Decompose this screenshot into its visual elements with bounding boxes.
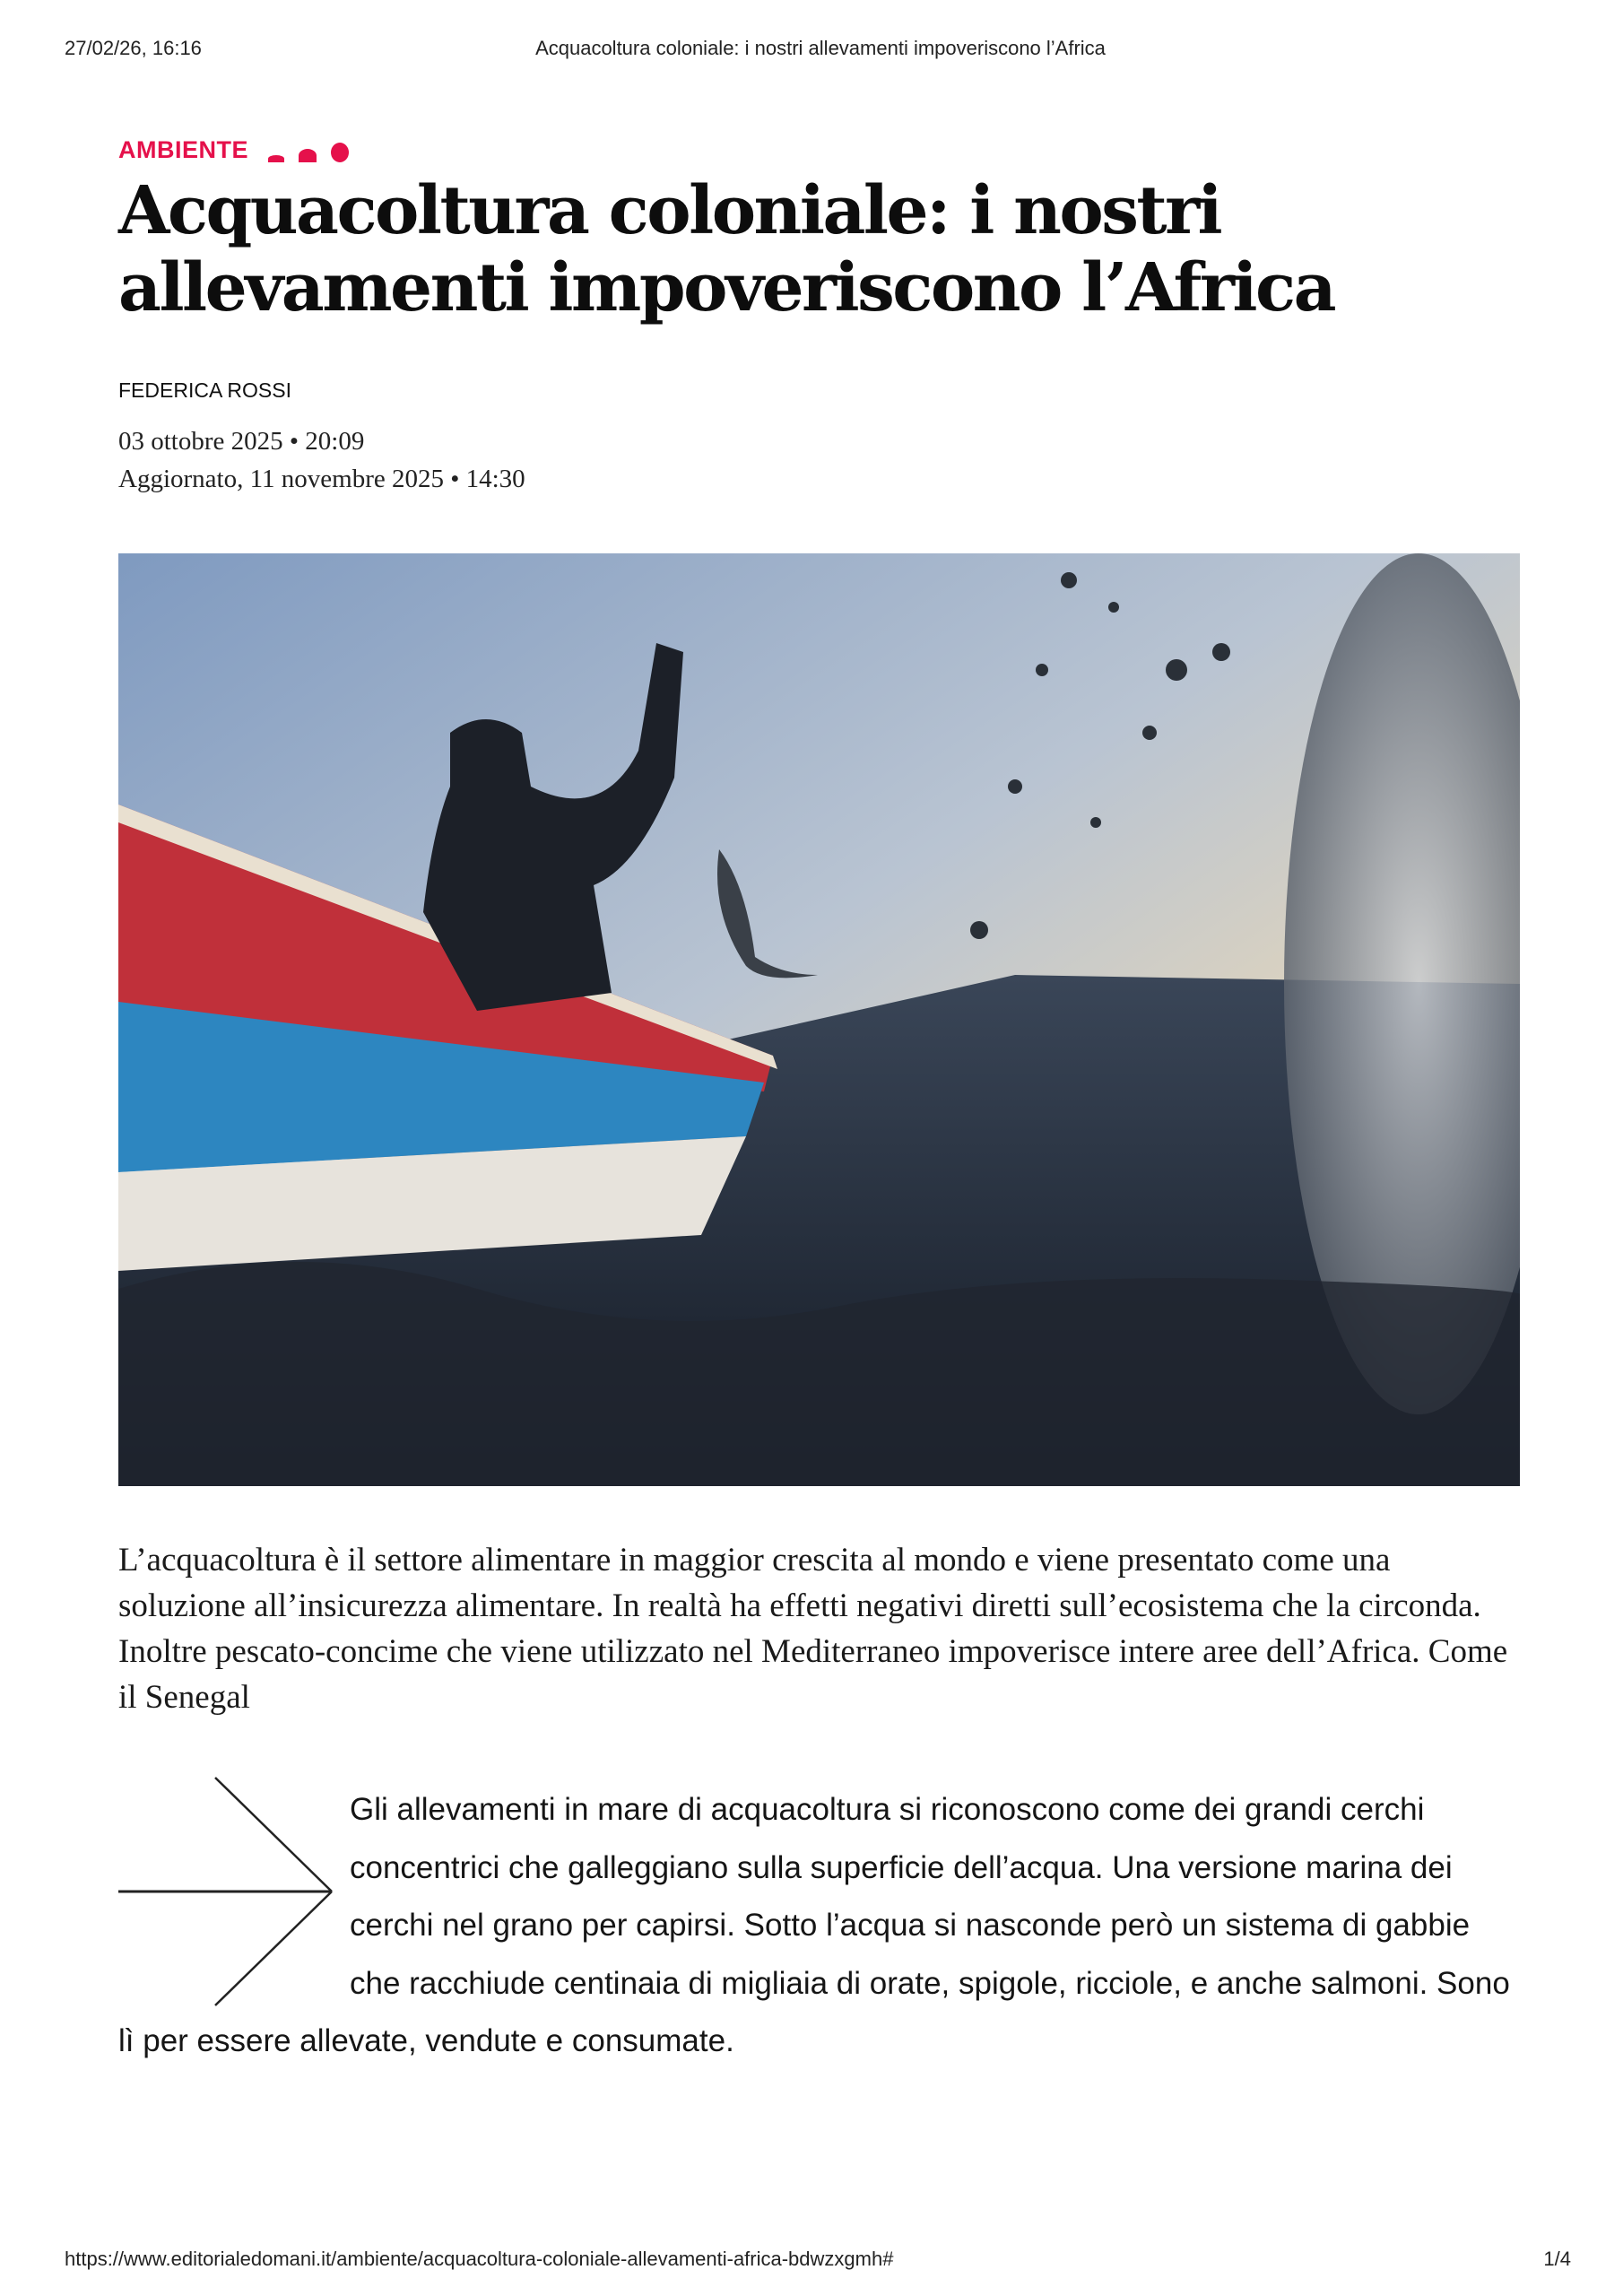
hero-image	[118, 553, 1520, 1486]
print-page-title: Acquacoltura coloniale: i nostri allevamenti impoveriscono l’Africa	[535, 37, 1106, 59]
section-name: AMBIENTE	[118, 136, 248, 163]
section-dots-icon	[268, 139, 349, 162]
print-datetime: 27/02/26, 16:16	[65, 37, 202, 59]
article-title: Acquacoltura coloniale: i nostri allevamenti impoveriscono l’Africa	[118, 172, 1335, 326]
print-url: https://www.editorialedomani.it/ambiente/acquacoltura-coloniale-allevamenti-africa-bdwzxgmh#	[65, 2248, 894, 2270]
body-text: Gli allevamenti in mare di acquacoltura si riconoscono come dei grandi cerchi concentrici che galleggiano sulla superficie dell’acqua. Una versione marina dei cerchi nel grano per capirsi. Sotto l’acqua si nasconde però un sistema di gabbie che racchiude centinaia di migliaia di orate, spigole, ricciole, e anche salmoni. Sono lì per essere allevate, vendute e consumate.	[118, 1792, 1510, 2058]
print-page-number: 1/4	[1543, 2248, 1571, 2270]
publish-date: 03 ottobre 2025 • 20:09	[118, 427, 365, 456]
article-lead: L’acquacoltura è il settore alimentare in maggior crescita al mondo e viene presentato come una soluzione all’insicurezza alimentare. In realtà ha effetti negativi diretti sull’ecosistema che la circonda. Inoltre pescato-concime che viene utilizzato nel Mediterraneo impoverisce intere aree dell’Africa. Come il Senegal	[118, 1542, 1508, 1716]
author-link[interactable]: FEDERICA ROSSI	[118, 378, 291, 402]
updated-date: Aggiornato, 11 novembre 2025 • 14:30	[118, 465, 525, 493]
section-label[interactable]	[118, 136, 349, 164]
article-body-paragraph	[118, 1781, 1526, 2071]
